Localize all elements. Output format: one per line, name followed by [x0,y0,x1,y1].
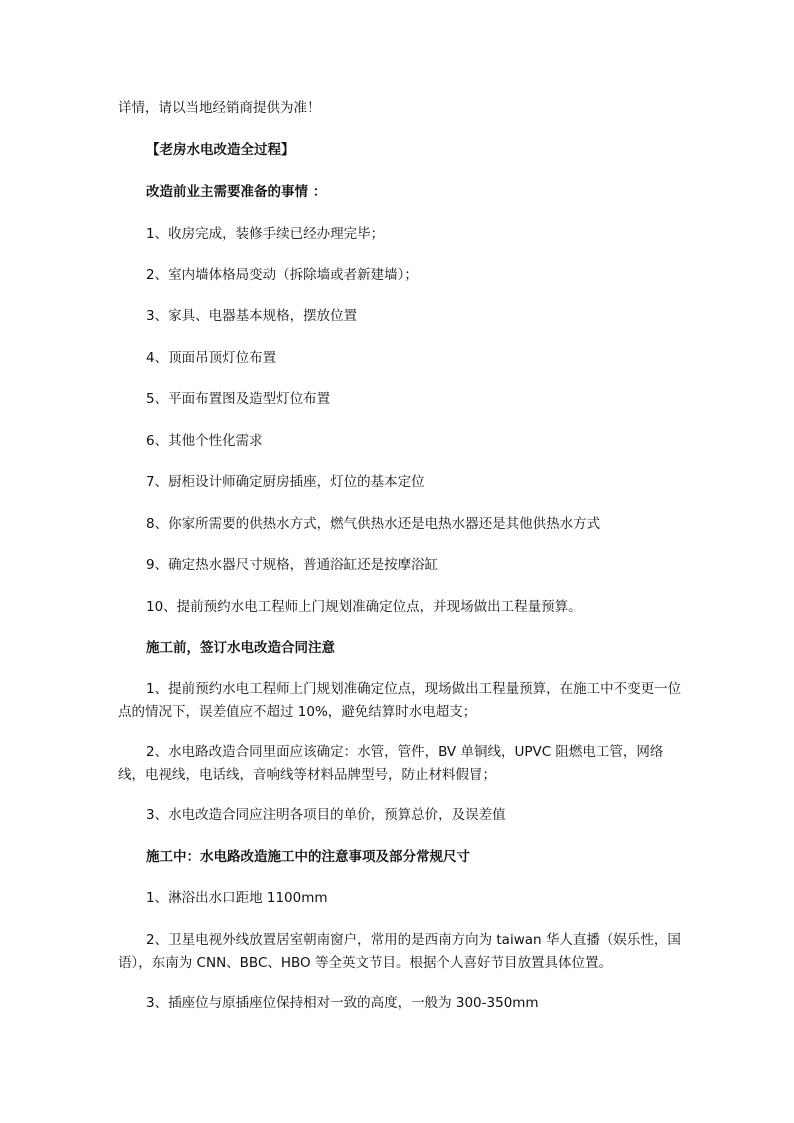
section-heading-construction: 施工中：水电路改造施工中的注意事项及部分常规尺寸 [146,849,470,865]
list-item: 7、厨柜设计师确定厨房插座，灯位的基本定位 [146,474,425,490]
section-heading-preparation: 改造前业主需要准备的事情 ： [146,184,327,200]
list-item: 6、其他个性化需求 [146,433,263,449]
document-title: 【老房水电改造全过程】 [146,142,295,158]
list-item: 1、淋浴出水口距地 1100mm [146,890,328,906]
list-item: 3、插座位与原插座位保持相对一致的高度，一般为 300-350mm [146,995,539,1011]
list-item: 3、水电改造合同应注明各项目的单价，预算总价，及误差值 [146,807,506,823]
list-item: 1、收房完成，装修手续已经办理完毕； [146,226,385,242]
list-item: 8、你家所需要的供热水方式，燃气供热水还是电热水器还是其他供热水方式 [146,516,601,532]
list-item: 9、确定热水器尺寸规格，普通浴缸还是按摩浴缸 [146,557,439,573]
paragraph-item: 2、卫星电视外线放置居室朝南窗户，常用的是西南方向为 taiwan 华人直播（娱乐性，国语），东南为 CNN、BBC、HBO 等全英文节目。根据个人喜好节目放置具体位置。 [118,932,681,971]
list-item: 3、家具、电器基本规格，摆放位置 [146,308,358,324]
section-heading-contract: 施工前，签订水电改造合同注意 [146,640,335,656]
list-item: 10、提前预约水电工程师上门规划准确定位点，并现场做出工程量预算。 [146,599,582,615]
list-item: 4、顶面吊顶灯位布置 [146,350,277,366]
paragraph-item: 1、提前预约水电工程师上门规划准确定位点，现场做出工程量预算，在施工中不变更一位点的情况下，误差值应不超过 10%，避免结算时水电超支； [118,681,682,720]
paragraph-item: 2、水电路改造合同里面应该确定：水管，管件，BV 单铜线，UPVC 阻燃电工管，网络线，电视线，电话线，音响线等材料品牌型号，防止材料假冒； [118,744,664,783]
list-item: 2、室内墙体格局变动（拆除墙或者新建墙）； [146,267,418,283]
intro-text: 详情，请以当地经销商提供为准！ [118,100,321,116]
list-item: 5、平面布置图及造型灯位布置 [146,391,331,407]
